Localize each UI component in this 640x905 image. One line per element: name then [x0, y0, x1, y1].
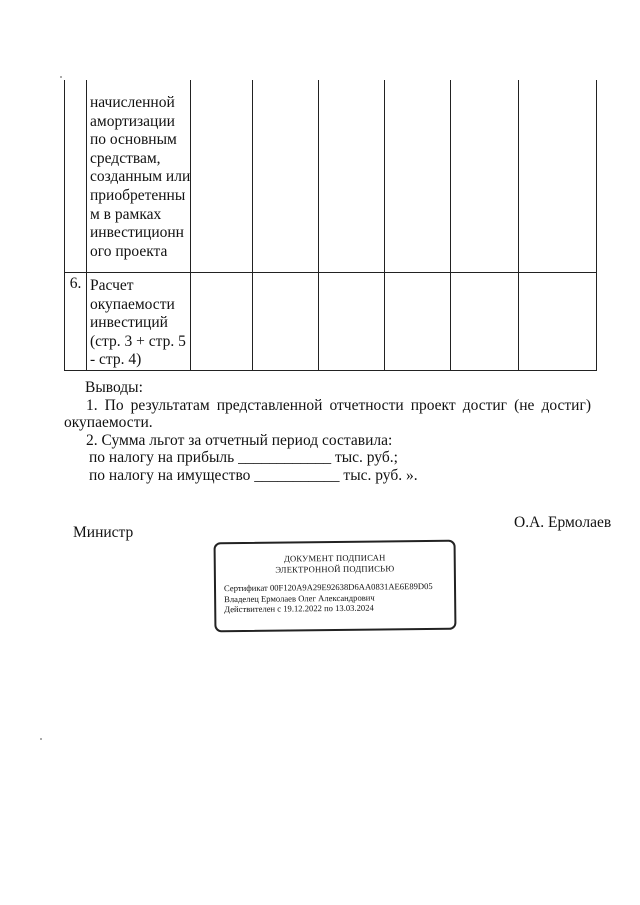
profit-tax-line: по налогу на прибыль ____________ тыс. руб.; — [89, 449, 398, 467]
description-line: инвестиций — [90, 314, 168, 332]
table-row-continued — [65, 80, 597, 273]
empty-value-cell — [253, 273, 319, 371]
conclusion-item-2: 2. Сумма льгот за отчетный период составила: — [86, 431, 393, 449]
empty-value-cell — [319, 273, 385, 371]
description-line: Расчет — [90, 277, 134, 294]
empty-value-cell — [319, 80, 385, 273]
stamp-title-line: ЭЛЕКТРОННОЙ ПОДПИСЬЮ — [275, 562, 395, 575]
description-line: инвестиционн — [90, 224, 184, 242]
description-line: созданным или — [90, 168, 191, 186]
description-line: ого проекта — [90, 242, 168, 260]
empty-value-cell — [451, 80, 519, 273]
description-line: амортизации — [90, 112, 175, 130]
empty-value-cell — [385, 80, 451, 273]
stamp-validity: Действителен с 19.12.2022 по 13.03.2024 — [224, 602, 374, 615]
stamp-title-line: ДОКУМЕНТ ПОДПИСАН — [283, 552, 386, 564]
signatory-name: О.А. Ермолаев — [514, 514, 612, 531]
description-line: м в рамках — [90, 205, 162, 223]
investment-table — [64, 80, 597, 371]
empty-value-cell — [191, 273, 253, 371]
stamp-details — [216, 581, 454, 615]
description-line: (стр. 3 + стр. 5 — [90, 332, 186, 350]
stamp-certificate: Сертификат 00F120A9A29E92638D6AA0831AE6E89D05 — [223, 581, 433, 594]
scan-speck — [40, 738, 42, 740]
empty-value-cell — [253, 80, 319, 273]
empty-value-cell — [385, 273, 451, 371]
conclusion-item-1: 1. По результатам представленной отчетности проект достиг (не достиг) — [86, 396, 591, 414]
row-number-cell — [65, 80, 87, 273]
description-line: по основным — [90, 131, 177, 149]
row-description-cell — [87, 273, 191, 371]
electronic-signature-stamp — [214, 540, 457, 633]
description-line: - стр. 4) — [90, 351, 142, 369]
row-number-cell: 6. — [65, 273, 87, 371]
empty-value-cell — [519, 80, 597, 273]
description-line: начисленной — [90, 94, 175, 111]
description-line: средствам, — [90, 149, 161, 167]
empty-value-cell — [451, 273, 519, 371]
empty-value-cell — [191, 80, 253, 273]
stamp-owner: Владелец Ермолаев Олег Александрович — [224, 592, 375, 604]
property-tax-line: по налогу на имущество ___________ тыс. руб. ». — [89, 466, 418, 484]
conclusion-item-1-continuation: окупаемости. — [64, 414, 153, 432]
description-line: окупаемости — [90, 295, 175, 313]
empty-value-cell — [519, 273, 597, 371]
stamp-header — [216, 552, 454, 576]
row-description-cell — [87, 80, 191, 273]
scan-speck — [60, 76, 62, 78]
description-line: приобретенны — [90, 186, 186, 204]
conclusions-section — [64, 379, 591, 485]
table-row-6 — [65, 273, 597, 371]
conclusions-title: Выводы: — [85, 379, 143, 396]
signatory-position: Министр — [73, 524, 134, 541]
